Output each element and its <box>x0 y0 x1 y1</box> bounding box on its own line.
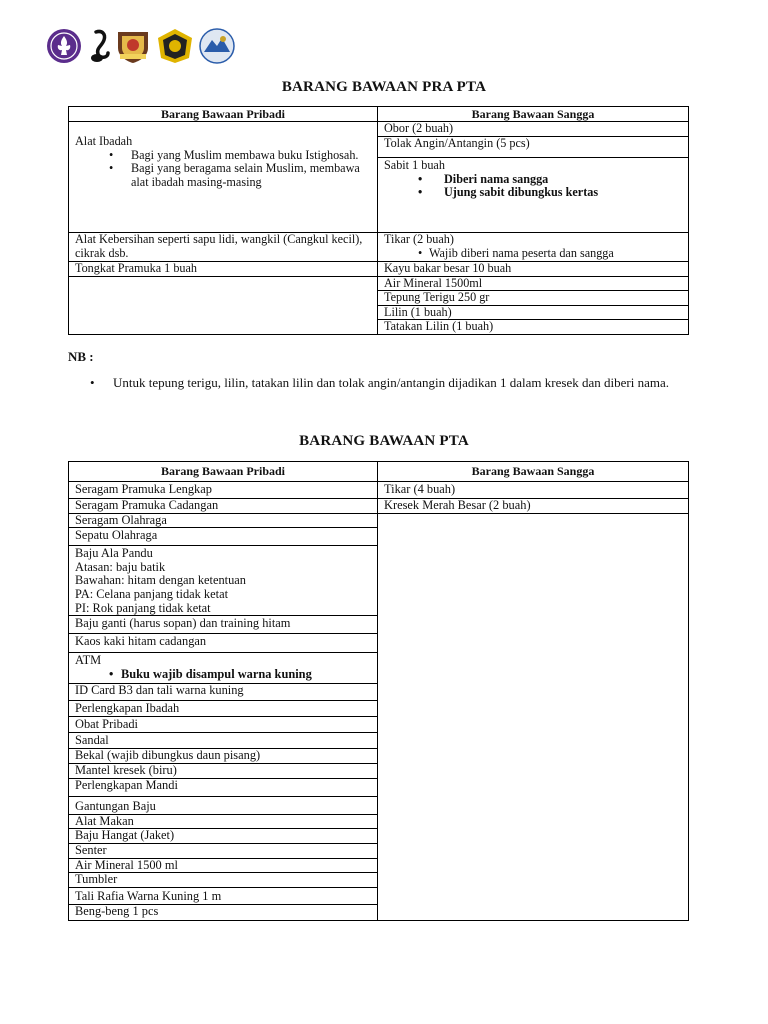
cell-air-mineral: Air Mineral 1500 ml <box>69 858 378 873</box>
tunas-kelapa-icon <box>88 28 114 69</box>
pta-badge-icon <box>198 28 236 69</box>
cell-bekal: Bekal (wajib dibungkus daun pisang) <box>69 749 378 764</box>
cell-tongkat-pramuka: Tongkat Pramuka 1 buah <box>69 262 378 277</box>
cell-id-card: ID Card B3 dan tali warna kuning <box>69 684 378 701</box>
table-pta <box>68 461 689 921</box>
cell-senter: Senter <box>69 843 378 858</box>
nb-label: NB : <box>68 349 94 364</box>
gold-crest-icon <box>156 28 194 69</box>
item-title: Tikar (2 buah) <box>384 232 454 246</box>
column-header-sangga: Barang Bawaan Sangga <box>378 107 689 122</box>
line-item: Bawahan: hitam dengan ketentuan <box>75 573 247 588</box>
cell-baju-ala-pandu <box>69 546 378 616</box>
cell-sangga-group-d <box>378 276 689 334</box>
column-header-sangga: Barang Bawaan Sangga <box>378 462 689 482</box>
list-item: • Diberi nama sangga <box>384 173 682 187</box>
cell-beng-beng: Beng-beng 1 pcs <box>69 904 378 920</box>
cell-mantel-kresek: Mantel kresek (biru) <box>69 764 378 779</box>
scout-emblem-icon <box>46 28 82 69</box>
cell-perlengkapan-ibadah: Perlengkapan Ibadah <box>69 701 378 717</box>
list-item: • Ujung sabit dibungkus kertas <box>384 186 682 200</box>
cell-sepatu-olahraga: Sepatu Olahraga <box>69 528 378 546</box>
cell-tali-rafia: Tali Rafia Warna Kuning 1 m <box>69 887 378 904</box>
cell-kresek-merah: Kresek Merah Besar (2 buah) <box>378 499 689 514</box>
cell-tikar: Tikar (4 buah) <box>378 482 689 499</box>
item-title: Sabit 1 buah <box>384 158 445 172</box>
cell-gantungan-baju: Gantungan Baju <box>69 797 378 815</box>
item-title: Alat Ibadah <box>75 134 133 148</box>
bullet-list <box>384 247 682 261</box>
cell-empty <box>69 276 378 334</box>
cell-perlengkapan-mandi: Perlengkapan Mandi <box>69 779 378 797</box>
table-pra-pta <box>68 106 689 335</box>
sangga-subtable <box>378 122 688 220</box>
cell-sabit <box>378 158 688 221</box>
list-item: • Bagi yang Muslim membawa buku Istighosah. <box>75 149 371 163</box>
cell-tolak-angin: Tolak Angin/Antangin (5 pcs) <box>378 137 688 158</box>
line-item: PI: Rok panjang tidak ketat <box>75 600 211 615</box>
cell-obor: Obor (2 buah) <box>378 122 688 137</box>
cell-lilin: Lilin (1 buah) <box>378 305 688 320</box>
district-shield-icon <box>114 28 152 69</box>
list-item: • Bagi yang beragama selain Muslim, membawa alat ibadah masing-masing <box>75 162 371 189</box>
cell-air-mineral: Air Mineral 1500ml <box>378 277 688 291</box>
cell-sandal: Sandal <box>69 733 378 749</box>
nb-text: Untuk tepung terigu, lilin, tatakan lilin dan tolak angin/antangin dijadikan 1 dalam kresek dan diberi nama. <box>113 375 669 390</box>
line-item: Baju Ala Pandu <box>75 546 153 561</box>
section-title-pra-pta: BARANG BAWAAN PRA PTA <box>281 79 487 95</box>
cell-kaos-kaki: Kaos kaki hitam cadangan <box>69 634 378 653</box>
list-item: • Wajib diberi nama peserta dan sangga <box>384 247 682 261</box>
cell-kayu-bakar: Kayu bakar besar 10 buah <box>378 262 689 277</box>
cell-atm <box>69 653 378 684</box>
cell-seragam-cadangan: Seragam Pramuka Cadangan <box>69 499 378 514</box>
bullet-icon: • <box>90 375 95 390</box>
cell-sangga-group-a <box>378 122 689 233</box>
bullet-list <box>75 668 371 682</box>
sangga-subtable <box>378 277 688 334</box>
cell-alat-makan: Alat Makan <box>69 814 378 829</box>
cell-tatakan-lilin: Tatakan Lilin (1 buah) <box>384 319 494 334</box>
cell-seragam-olahraga: Seragam Olahraga <box>69 513 378 528</box>
line-item: Atasan: baju batik <box>75 559 166 574</box>
cell-sangga-empty <box>378 513 689 920</box>
cell-tumbler: Tumbler <box>69 873 378 888</box>
cell-seragam-lengkap: Seragam Pramuka Lengkap <box>69 482 378 499</box>
list-item: • Buku wajib disampul warna kuning <box>75 668 371 682</box>
column-header-pribadi: Barang Bawaan Pribadi <box>69 107 378 122</box>
cell-tikar <box>378 233 689 262</box>
cell-baju-ganti: Baju ganti (harus sopan) dan training hitam <box>69 616 378 634</box>
line-item: PA: Celana panjang tidak ketat <box>75 586 229 601</box>
cell-alat-kebersihan: Alat Kebersihan seperti sapu lidi, wangkil (Cangkul kecil), cikrak dsb. <box>69 233 378 262</box>
column-header-pribadi: Barang Bawaan Pribadi <box>69 462 378 482</box>
cell-alat-ibadah <box>69 122 378 233</box>
cell-obat-pribadi: Obat Pribadi <box>69 717 378 733</box>
bullet-list <box>384 173 682 200</box>
bullet-list <box>75 149 371 190</box>
cell-tepung-terigu: Tepung Terigu 250 gr <box>378 291 688 306</box>
section-title-pta: BARANG BAWAAN PTA <box>299 433 469 449</box>
cell-baju-hangat: Baju Hangat (Jaket) <box>69 829 378 844</box>
item-title: ATM <box>75 653 102 668</box>
